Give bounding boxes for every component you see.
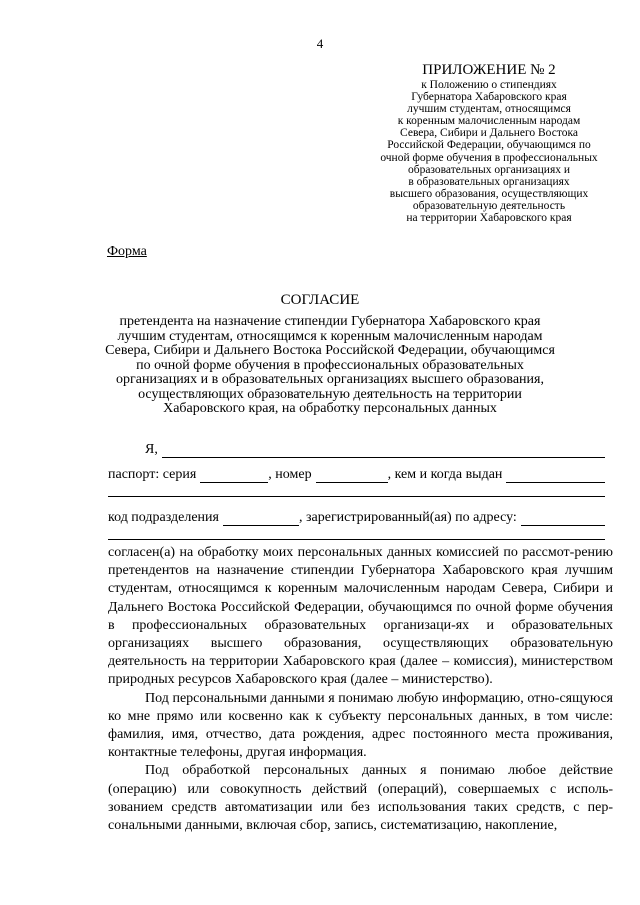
paragraph: Под персональными данными я понимаю любую информацию, отно-сящуюся ко мне прямо или косвенно как к субъекту персональных данных, в том числе: фамилия, имя, отчество, дата рождения, адрес постоянного места проживания, контактные телефоны, другая информация.	[108, 690, 613, 761]
appendix-line: к коренным малочисленным народам	[397, 115, 581, 128]
passport-issued-label: , кем и когда выдан	[387, 467, 503, 482]
appendix-line: в образовательных организациях	[408, 175, 570, 188]
passport-row	[108, 465, 605, 483]
consent-body	[108, 544, 613, 835]
subtitle-line: Хабаровского края, на обработку персональных данных	[163, 401, 497, 416]
subtitle-line: по очной форме обучения в профессиональных образовательных	[136, 357, 524, 373]
address-row	[108, 508, 605, 526]
registered-address-label: , зарегистрированный(ая) по адресу:	[298, 510, 517, 525]
passport-issued-field[interactable]	[506, 469, 605, 483]
appendix-line: лучшим студентам, относящимся	[407, 103, 571, 116]
subtitle-line: осуществляющих образовательную деятельность на территории	[138, 386, 522, 402]
appendix-line: образовательную деятельность	[412, 199, 566, 212]
subtitle-line: лучшим студентам, относящимся к коренным малочисленным народам	[117, 328, 543, 344]
ya-label: Я,	[145, 442, 158, 457]
subtitle-line: претендента на назначение стипендии Губернатора Хабаровского края	[119, 314, 541, 329]
paragraph: Под обработкой персональных данных я понимаю любое действие (операцию) или совокупность действий (операций), совершаемых с исполь-зованием средств автоматизации или без использования таких средств, с пер-сональными данными, включая сбор, запись, систематизацию, накопление,	[108, 763, 613, 834]
appendix-line: к Положению о стипендиях	[421, 79, 557, 91]
address-field[interactable]	[521, 512, 605, 526]
consent-subtitle	[100, 315, 560, 417]
appendix-line: Российской Федерации, обучающимся по	[387, 139, 591, 152]
subtitle-line: Севера, Сибири и Дальнего Востока Российской Федерации, обучающимся	[105, 343, 555, 358]
name-row	[108, 440, 605, 458]
form-label: Форма	[107, 244, 147, 259]
blank-line[interactable]	[108, 496, 605, 497]
paragraph: согласен(а) на обработку моих персональных данных комиссией по рассмот-рению претендентов на назначение стипендии Губернатора Хабаровского края лучшим студентам, относящимся к коренным малочисленным народам Севера, Сибири и Дальнего Востока Российской Федерации, обучающимся по очной форме обучения в профессиональных образовательных организаци-ях и образовательных организациях высшего образования, осуществляющих образовательную деятельность на территории Хабаровского края (далее – комиссия), министерством природных ресурсов Хабаровского края (далее – министерство).	[108, 545, 613, 688]
division-code-field[interactable]	[223, 512, 299, 526]
appendix-line: Севера, Сибири и Дальнего Востока	[400, 127, 578, 140]
subtitle-line: организациях и в образовательных организациях высшего образования,	[116, 372, 544, 387]
page-number: 4	[316, 36, 324, 51]
passport-number-field[interactable]	[316, 469, 388, 483]
blank-line[interactable]	[108, 539, 605, 540]
passport-series-label: паспорт: серия	[108, 467, 197, 482]
division-code-label: код подразделения	[108, 510, 219, 525]
appendix-line: очной форме обучения в профессиональных	[380, 151, 598, 164]
appendix-title: ПРИЛОЖЕНИЕ № 2	[422, 62, 556, 78]
consent-title: СОГЛАСИЕ	[280, 292, 360, 308]
appendix-line: Губернатора Хабаровского края	[411, 91, 567, 104]
full-name-field[interactable]	[162, 444, 605, 458]
appendix-line: образовательных организациях и	[407, 163, 571, 176]
passport-number-label: , номер	[268, 467, 312, 482]
appendix-header	[375, 62, 603, 224]
passport-series-field[interactable]	[200, 469, 268, 483]
appendix-line: на территории Хабаровского края	[406, 212, 572, 225]
appendix-line: высшего образования, осуществляющих	[389, 187, 589, 200]
